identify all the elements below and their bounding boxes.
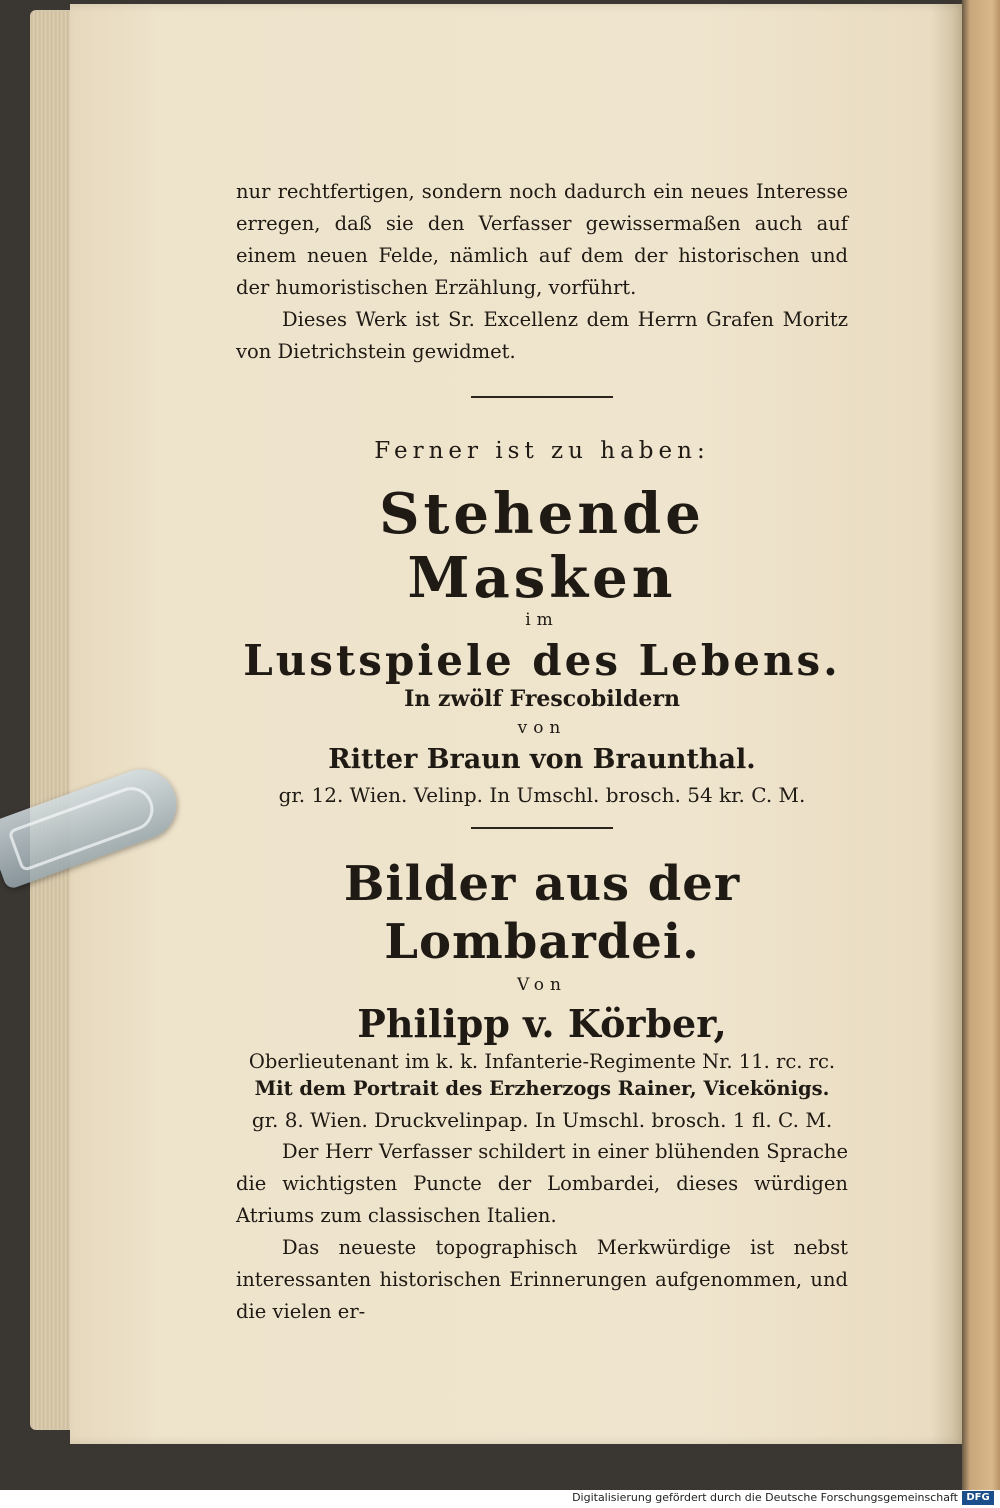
portrait-note: Mit dem Portrait des Erzherzogs Rainer, Vicekönigs. bbox=[254, 1077, 830, 1100]
author-name: Philipp v. Körber, bbox=[357, 1001, 727, 1046]
author-rank: Oberlieutenant im k. k. Infanterie-Regimente Nr. 11. rc. rc. bbox=[248, 1050, 836, 1073]
facing-page-edge bbox=[962, 0, 1000, 1490]
description-paragraph: Der Herr Verfasser schildert in einer blühenden Sprache die wichtigsten Puncte der Lombardei, dieses würdigen Atriums zum classischen Italien. bbox=[236, 1140, 848, 1227]
dfg-logo: DFG bbox=[962, 1491, 994, 1505]
author-name: Ritter Braun von Braunthal. bbox=[328, 744, 756, 775]
author-prefix: Von bbox=[517, 975, 567, 995]
book-title-3: Bilder aus der Lombardei. bbox=[343, 856, 741, 970]
dedication-paragraph: Dieses Werk ist Sr. Excellenz dem Herrn Grafen Moritz von Dietrichstein gewidmet. bbox=[236, 308, 848, 363]
book-title-1: Stehende Masken bbox=[379, 481, 705, 611]
description-paragraph: Das neueste topographisch Merkwürdige ist nebst interessanten historischen Erinnerungen aufgenommen, und die vielen er- bbox=[236, 1236, 848, 1323]
publication-info: gr. 8. Wien. Druckvelinpap. In Umschl. brosch. 1 fl. C. M. bbox=[251, 1108, 833, 1132]
text-paragraph: nur rechtfertigen, sondern noch dadurch ein neues Interesse erregen, daß sie den Verfasser gewissermaßen auch auf einem neuen Felde, nämlich auf dem der historischen und der humoristischen Erzählung, vorführt. bbox=[236, 180, 848, 299]
book-title-2: Lustspiele des Lebens. bbox=[243, 636, 841, 685]
section-intro: Ferner ist zu haben: bbox=[374, 438, 710, 464]
page-content bbox=[236, 176, 848, 1328]
title-connector: im bbox=[525, 610, 559, 630]
author-prefix: von bbox=[517, 718, 567, 738]
publication-info: gr. 12. Wien. Velinp. In Umschl. brosch. 54 kr. C. M. bbox=[278, 783, 806, 807]
book-subtitle: In zwölf Frescobildern bbox=[404, 686, 680, 712]
footer-bar bbox=[0, 1490, 1000, 1508]
funding-notice: Digitalisierung gefördert durch die Deutsche Forschungsgemeinschaft bbox=[572, 1491, 958, 1504]
